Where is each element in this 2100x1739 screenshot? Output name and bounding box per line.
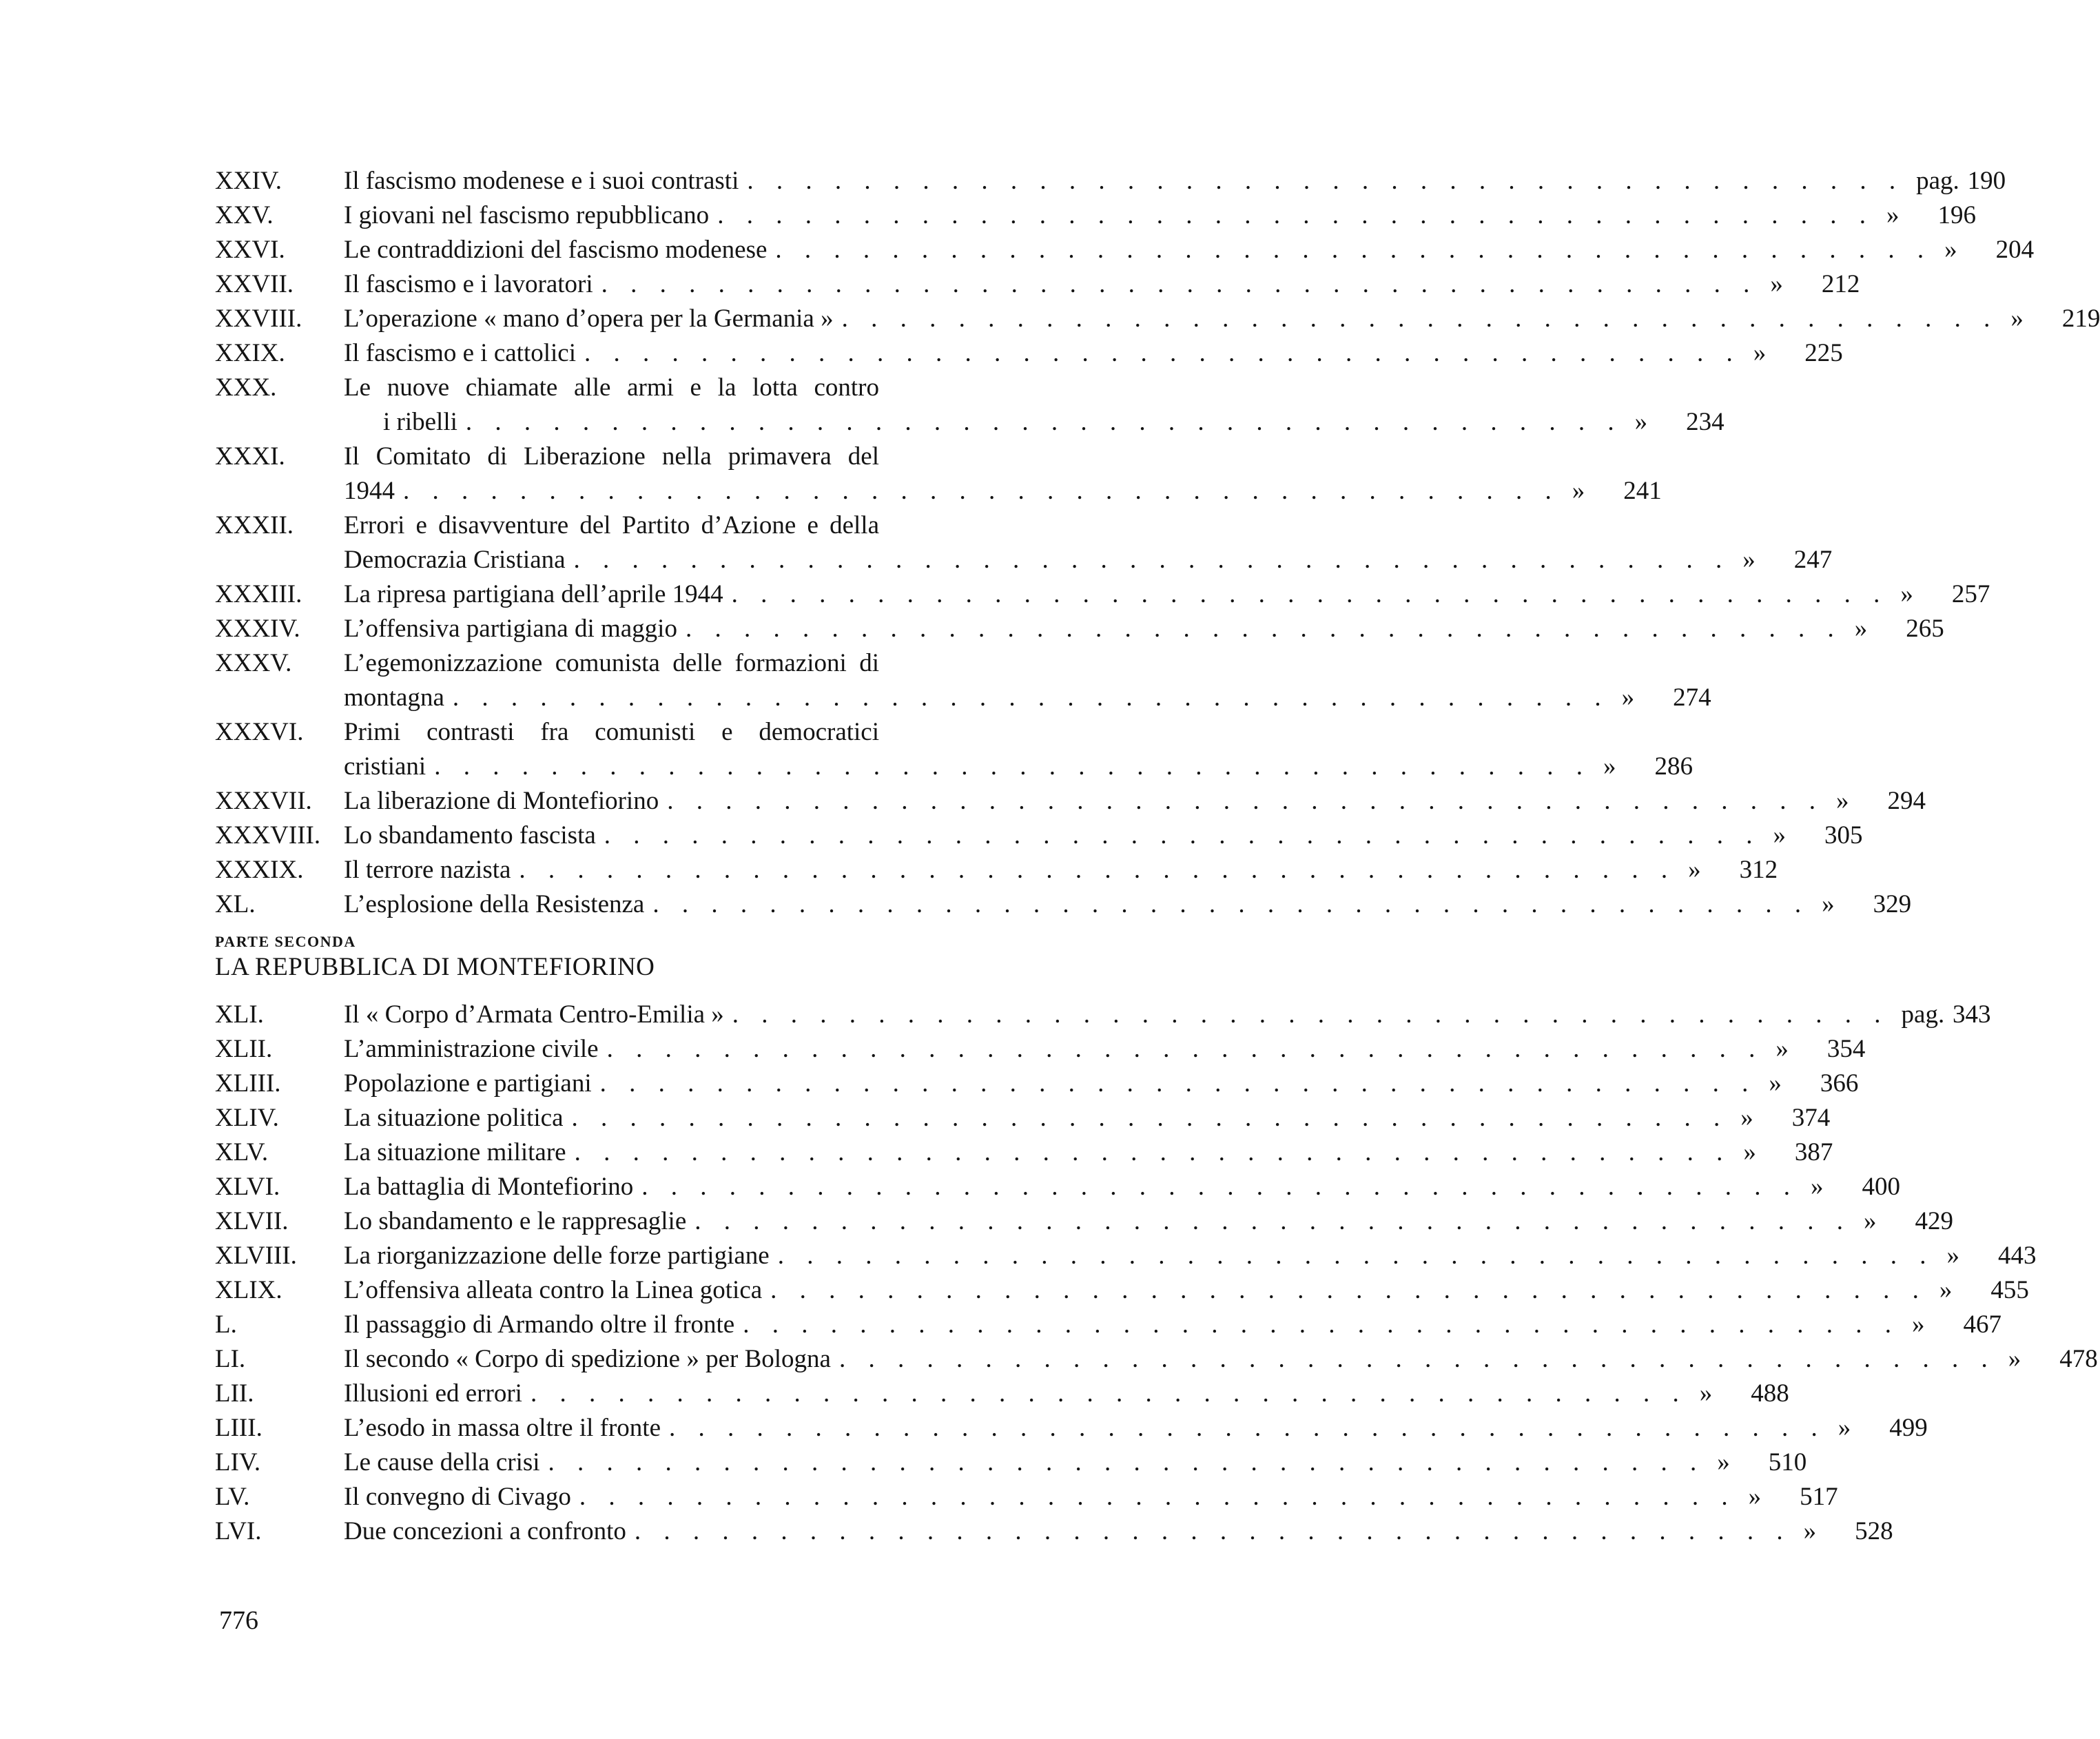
toc-entry (215, 1308, 2001, 1342)
page-ref: 467 (1963, 1310, 2001, 1339)
page-marker: » (1886, 201, 1900, 229)
leader-dots: . . . . . . . . . . . . . . . . . . . . . . . . . . . . . . . . . . . . . . . . (584, 339, 1741, 367)
page-ref: 234 (1686, 408, 1725, 436)
page-ref: 510 (1768, 1448, 1807, 1476)
page-ref: 455 (1990, 1276, 2029, 1304)
chapter-number: XXXI. (215, 442, 285, 471)
chapter-number: XXX. (215, 373, 277, 402)
page-ref: 343 (1953, 1000, 1991, 1029)
toc-entry (215, 853, 1778, 887)
leader-dots: . . . . . . . . . . . . . . . . . . . . . . . . . . . . . . . . . . . . . . . . (743, 1310, 1900, 1339)
chapter-number: LI. (215, 1345, 246, 1373)
page-ref: 443 (1997, 1242, 2037, 1270)
chapter-number: LIII. (215, 1414, 262, 1442)
chapter-title: L’esplosione della Resistenza (344, 890, 645, 918)
chapter-number: XXXIV. (215, 615, 300, 643)
page-marker: » (1773, 821, 1787, 850)
leader-dots: . . . . . . . . . . . . . . . . . . . . . . . . . . . . . . . . . . . . . . . . (571, 1104, 1729, 1132)
leader-dots: . . . . . . . . . . . . . . . . . . . . . . . . . . . . . . . . . . . . . . . . (634, 1517, 1791, 1545)
page-marker: » (1775, 1035, 1789, 1063)
chapter-title-line: L’egemonizzazione comunista delle formazioni di (344, 649, 879, 677)
chapter-number: XLVII. (215, 1207, 289, 1235)
toc-entry (215, 1067, 1859, 1101)
chapter-title: L’offensiva partigiana di maggio (344, 615, 677, 643)
leader-dots: . . . . . . . . . . . . . . . . . . . . . . . . . . . . . . . . . . . . . . . . (604, 821, 1761, 850)
page-marker: » (1939, 1276, 1953, 1304)
toc-part-one (215, 164, 2100, 922)
page-marker: » (1900, 580, 1913, 608)
toc-entry (215, 1101, 1831, 1135)
chapter-title: La liberazione di Montefiorino (344, 787, 659, 815)
toc-entry (215, 233, 2035, 267)
toc-entry (215, 164, 2006, 198)
leader-dots: . . . . . . . . . . . . . . . . . . . . . . . . . . . . . . . . . . . . . . . . (548, 1448, 1705, 1476)
page-ref: 528 (1855, 1517, 1893, 1545)
chapter-number: LII. (215, 1379, 254, 1408)
page-ref: 212 (1821, 270, 1860, 298)
page-marker: » (1911, 1310, 1925, 1339)
page-marker: » (2010, 305, 2024, 333)
leader-dots: . . . . . . . . . . . . . . . . . . . . . . . . . . . . . . . . . . . . . . . . (530, 1379, 1687, 1408)
toc-entry (215, 1480, 1838, 1514)
chapter-title: L’amministrazione civile (344, 1035, 599, 1063)
leader-dots: . . . . . . . . . . . . . . . . . . . . . . . . . . . . . . . . . . . . . . . . (452, 683, 1609, 712)
chapter-number: XXXVI. (215, 718, 304, 746)
page-marker: » (1803, 1517, 1817, 1545)
page-marker: » (1743, 1138, 1756, 1166)
chapter-title-line: Primi contrasti fra comunisti e democratici (344, 718, 879, 746)
chapter-number: XXXIII. (215, 580, 302, 608)
leader-dots: . . . . . . . . . . . . . . . . . . . . . . . . . . . . . . . . . . . . . . . . (573, 546, 1731, 574)
leader-dots: . . . . . . . . . . . . . . . . . . . . . . . . . . . . . . . . . . . . . . . . (732, 1000, 1889, 1029)
chapter-title: L’operazione « mano d’opera per la Germania » (344, 305, 834, 333)
page-marker: » (1748, 1483, 1762, 1511)
leader-dots: . . . . . . . . . . . . . . . . . . . . . . . . . . . . . . . . . . . . . . . . (717, 201, 1874, 229)
chapter-title: montagna (344, 683, 444, 712)
toc-entry (215, 784, 1926, 819)
chapter-title: La battaglia di Montefiorino (344, 1173, 634, 1201)
toc-entry (215, 1170, 1900, 1204)
leader-dots: . . . . . . . . . . . . . . . . . . . . . . . . . . . . . . . . . . . . . . . . (652, 890, 1810, 918)
chapter-number: XXXV. (215, 649, 292, 677)
page-ref: 312 (1739, 856, 1778, 884)
chapter-number: XXVIII. (215, 305, 302, 333)
chapter-title: Lo sbandamento fascista (344, 821, 596, 850)
page-ref: 305 (1824, 821, 1863, 850)
page-ref: 241 (1623, 477, 1662, 505)
part-title: LA REPUBBLICA DI MONTEFIORINO (215, 953, 655, 981)
chapter-number: XLI. (215, 1000, 264, 1029)
page-ref: 219 (2061, 305, 2100, 333)
page-ref: 429 (1915, 1207, 1953, 1235)
toc-entry (215, 371, 1725, 440)
toc-entry (215, 198, 1976, 233)
toc-entry (215, 1204, 1953, 1239)
chapter-title: La situazione politica (344, 1104, 564, 1132)
leader-dots: . . . . . . . . . . . . . . . . . . . . . . . . . . . . . . . . . . . . . . . . (775, 236, 1933, 264)
page-marker: » (1572, 477, 1585, 505)
page-marker: » (1740, 1104, 1753, 1132)
chapter-title: L’esodo in massa oltre il fronte (344, 1414, 661, 1442)
leader-dots: . . . . . . . . . . . . . . . . . . . . . . . . . . . . . . . . . . . . . . . . (579, 1483, 1736, 1511)
chapter-number: XXXVIII. (215, 821, 321, 850)
chapter-number: XXIV. (215, 167, 282, 195)
page-marker: » (1769, 1069, 1782, 1098)
toc-entry (215, 612, 1944, 646)
chapter-title: Il convegno di Civago (344, 1483, 571, 1511)
page-ref: 387 (1794, 1138, 1833, 1166)
page-marker: » (1717, 1448, 1730, 1476)
page-marker: » (1838, 1414, 1851, 1442)
leader-dots: . . . . . . . . . . . . . . . . . . . . . . . . . . . . . . . . . . . . . . . . (669, 1414, 1826, 1442)
page-ref: 517 (1800, 1483, 1838, 1511)
toc-entry (215, 440, 1662, 508)
page-ref: 247 (1793, 546, 1833, 574)
page-marker: » (1770, 270, 1783, 298)
leader-dots: . . . . . . . . . . . . . . . . . . . . . . . . . . . . . . . . . . . . . . . . (747, 167, 1904, 195)
chapter-title: La ripresa partigiana dell’aprile 1944 (344, 580, 723, 608)
chapter-title: i ribelli (383, 408, 457, 436)
chapter-number: LV. (215, 1483, 250, 1511)
chapter-title: Il fascismo modenese e i suoi contrasti (344, 167, 739, 195)
toc-part-two (215, 998, 2098, 1549)
page-ref: 286 (1654, 752, 1693, 781)
page-marker: » (1688, 856, 1701, 884)
chapter-title: L’offensiva alleata contro la Linea gotica (344, 1276, 763, 1304)
chapter-title-line: Errori e disavventure del Partito d’Azione e della (344, 511, 879, 539)
chapter-title: Democrazia Cristiana (344, 546, 566, 574)
chapter-title: Il terrore nazista (344, 856, 511, 884)
page-ref: 478 (2059, 1345, 2098, 1373)
toc-entry (215, 998, 1991, 1032)
chapter-title: Il fascismo e i cattolici (344, 339, 576, 367)
toc-entry (215, 1032, 1866, 1067)
page-marker: » (1699, 1379, 1713, 1408)
toc-entry (215, 302, 2100, 336)
page-marker: » (1634, 408, 1648, 436)
page-marker: » (2008, 1345, 2021, 1373)
chapter-number: XXXVII. (215, 787, 312, 815)
leader-dots: . . . . . . . . . . . . . . . . . . . . . . . . . . . . . . . . . . . . . . . . (519, 856, 1676, 884)
chapter-number: XXVII. (215, 270, 294, 298)
toc-entry (215, 1445, 1807, 1480)
toc-entry (215, 1135, 1833, 1170)
chapter-number: XXXIX. (215, 856, 304, 884)
chapter-number: XLIV. (215, 1104, 279, 1132)
chapter-number: XXVI. (215, 236, 285, 264)
toc-entry (215, 1411, 1928, 1445)
leader-dots: . . . . . . . . . . . . . . . . . . . . . . . . . . . . . . . . . . . . . . . . (685, 615, 1842, 643)
chapter-title: La riorganizzazione delle forze partigiane (344, 1242, 770, 1270)
page-ref: 488 (1751, 1379, 1789, 1408)
toc-entry (215, 646, 1711, 715)
chapter-title: Illusioni ed errori (344, 1379, 522, 1408)
chapter-title-line: Il Comitato di Liberazione nella primavera del (344, 442, 879, 471)
page-ref: 499 (1889, 1414, 1928, 1442)
leader-dots: . . . . . . . . . . . . . . . . . . . . . . . . . . . . . . . . . . . . . . . . (434, 752, 1591, 781)
page-marker: pag. (1901, 1000, 1945, 1029)
chapter-title: Il secondo « Corpo di spedizione » per Bologna (344, 1345, 831, 1373)
chapter-title: Le contraddizioni del fascismo modenese (344, 236, 768, 264)
toc-entry (215, 1377, 1789, 1411)
leader-dots: . . . . . . . . . . . . . . . . . . . . . . . . . . . . . . . . . . . . . . . . (599, 1069, 1757, 1098)
leader-dots: . . . . . . . . . . . . . . . . . . . . . . . . . . . . . . . . . . . . . . . . (641, 1173, 1798, 1201)
chapter-title: Il « Corpo d’Armata Centro-Emilia » (344, 1000, 724, 1029)
leader-dots: . . . . . . . . . . . . . . . . . . . . . . . . . . . . . . . . . . . . . . . . (731, 580, 1888, 608)
chapter-title: Lo sbandamento e le rappresaglie (344, 1207, 687, 1235)
chapter-number: XLIII. (215, 1069, 281, 1098)
page-marker: » (1822, 890, 1835, 918)
part-label: PARTE SECONDA (215, 933, 356, 950)
page-marker: » (1753, 339, 1767, 367)
page-ref: 225 (1804, 339, 1843, 367)
toc-entry (215, 267, 1860, 302)
leader-dots: . . . . . . . . . . . . . . . . . . . . . . . . . . . . . . . . . . . . . . . . (694, 1207, 1851, 1235)
page-ref: 354 (1826, 1035, 1866, 1063)
leader-dots: . . . . . . . . . . . . . . . . . . . . . . . . . . . . . . . . . . . . . . . . (667, 787, 1824, 815)
chapter-number: XL. (215, 890, 256, 918)
chapter-number: XXXII. (215, 511, 294, 539)
page-ref: 257 (1951, 580, 1990, 608)
toc-entry (215, 1514, 1893, 1549)
toc-entry (215, 715, 1693, 784)
page-marker: » (1864, 1207, 1877, 1235)
chapter-number: XLV. (215, 1138, 269, 1166)
toc-entry (215, 336, 1843, 371)
page-marker: » (1944, 236, 1957, 264)
chapter-title: cristiani (344, 752, 426, 781)
chapter-number: XLVI. (215, 1173, 280, 1201)
chapter-number: XXIX. (215, 339, 285, 367)
chapter-number: XLVIII. (215, 1242, 297, 1270)
chapter-title: Due concezioni a confronto (344, 1517, 626, 1545)
toc-entry (215, 819, 1863, 853)
page-marker: pag. (1916, 167, 1959, 195)
page-ref: 374 (1791, 1104, 1831, 1132)
leader-dots: . . . . . . . . . . . . . . . . . . . . . . . . . . . . . . . . . . . . . . . . (770, 1276, 1927, 1304)
page-marker: » (1621, 683, 1635, 712)
toc-entry (215, 508, 1833, 577)
page-ref: 329 (1873, 890, 1912, 918)
toc-entry (215, 1239, 2037, 1273)
page-ref: 196 (1937, 201, 1976, 229)
leader-dots: . . . . . . . . . . . . . . . . . . . . . . . . . . . . . . . . . . . . . . . . (465, 408, 1623, 436)
page-marker: » (1946, 1242, 1959, 1270)
toc-entry (215, 887, 1912, 922)
page-ref: 265 (1906, 615, 1944, 643)
chapter-title: La situazione militare (344, 1138, 566, 1166)
chapter-number: LVI. (215, 1517, 262, 1545)
toc-entry (215, 1342, 2098, 1377)
leader-dots: . . . . . . . . . . . . . . . . . . . . . . . . . . . . . . . . . . . . . . . . (601, 270, 1758, 298)
page-ref: 190 (1967, 167, 2006, 195)
leader-dots: . . . . . . . . . . . . . . . . . . . . . . . . . . . . . . . . . . . . . . . . (403, 477, 1560, 505)
leader-dots: . . . . . . . . . . . . . . . . . . . . . . . . . . . . . . . . . . . . . . . . (606, 1035, 1764, 1063)
page-ref: 204 (1995, 236, 2035, 264)
leader-dots: . . . . . . . . . . . . . . . . . . . . . . . . . . . . . . . . . . . . . . . . (841, 305, 1999, 333)
chapter-title: Il fascismo e i lavoratori (344, 270, 593, 298)
page-marker: » (1835, 787, 1849, 815)
page-marker: » (1603, 752, 1616, 781)
leader-dots: . . . . . . . . . . . . . . . . . . . . . . . . . . . . . . . . . . . . . . . . (838, 1345, 1996, 1373)
page-marker: » (1811, 1173, 1824, 1201)
page-marker: » (1742, 546, 1756, 574)
chapter-title: 1944 (344, 477, 395, 505)
chapter-title-line: Le nuove chiamate alle armi e la lotta contro (344, 373, 879, 402)
chapter-number: XLII. (215, 1035, 273, 1063)
chapter-number: XXV. (215, 201, 274, 229)
page-ref: 274 (1673, 683, 1711, 712)
page-number: 776 (219, 1606, 258, 1635)
leader-dots: . . . . . . . . . . . . . . . . . . . . . . . . . . . . . . . . . . . . . . . . (777, 1242, 1935, 1270)
chapter-title: Il passaggio di Armando oltre il fronte (344, 1310, 735, 1339)
chapter-title: I giovani nel fascismo repubblicano (344, 201, 710, 229)
chapter-title: Popolazione e partigiani (344, 1069, 592, 1098)
page-marker: » (1854, 615, 1868, 643)
page-ref: 294 (1887, 787, 1926, 815)
chapter-number: XLIX. (215, 1276, 282, 1304)
page-ref: 400 (1862, 1173, 1900, 1201)
page-ref: 366 (1820, 1069, 1859, 1098)
toc-entry (215, 577, 1990, 612)
leader-dots: . . . . . . . . . . . . . . . . . . . . . . . . . . . . . . . . . . . . . . . . (574, 1138, 1731, 1166)
chapter-number: LIV. (215, 1448, 261, 1476)
chapter-number: L. (215, 1310, 237, 1339)
toc-entry (215, 1273, 2029, 1308)
chapter-title: Le cause della crisi (344, 1448, 540, 1476)
